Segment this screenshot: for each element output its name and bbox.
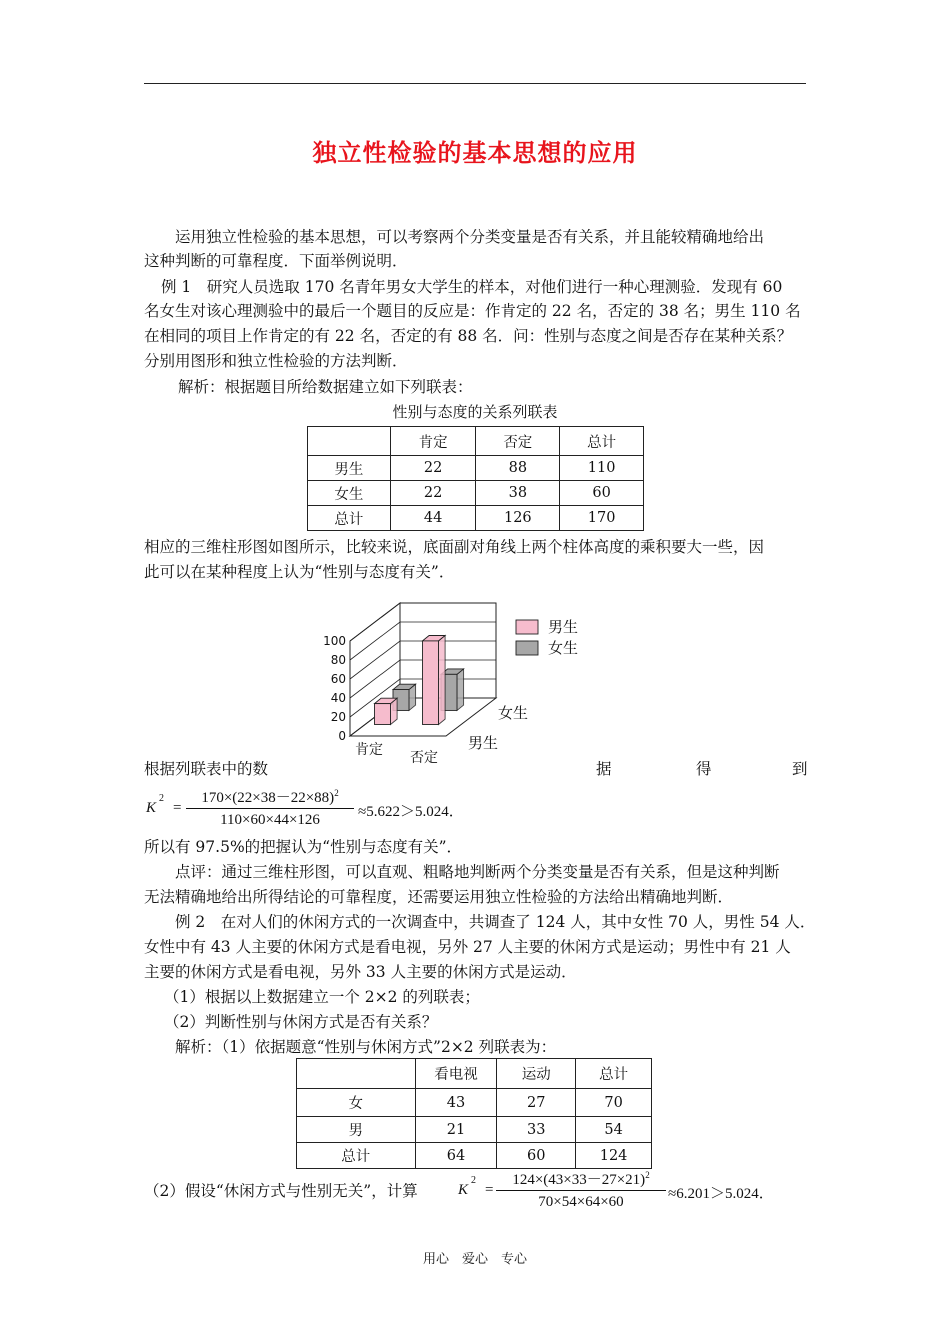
table-cell: 70 <box>576 1089 652 1117</box>
k2-result: ≈6.201＞5.024． <box>668 1186 774 1202</box>
table-header-cell: 看电视 <box>415 1059 497 1089</box>
y-tick-label: 40 <box>330 691 346 705</box>
example2-line-2: 女性中有 43 人主要的休闲方式是看电视，另外 27 人主要的休闲方式是运动；男性中有 21 人 <box>144 938 791 956</box>
calc-word: 据 <box>596 760 612 778</box>
x-category-label: 否定 <box>410 750 438 766</box>
equals-sign: = <box>173 800 182 816</box>
table-cell: 64 <box>415 1143 497 1169</box>
numerator-exponent: 2 <box>334 788 339 798</box>
legend-swatch <box>516 620 538 634</box>
k2-numerator <box>496 1168 666 1189</box>
calc-word: 到 <box>792 760 808 778</box>
table-header-cell: 肯定 <box>390 427 476 456</box>
equals-sign: = <box>485 1182 494 1198</box>
k2-formula-2 <box>458 1168 798 1216</box>
bar-female-1-side <box>457 669 464 711</box>
contingency-table-2 <box>296 1058 652 1169</box>
fraction-bar <box>186 808 354 809</box>
calc-intro-line <box>144 757 806 779</box>
example1-line-2: 名女生对该心理测验中的最后一个题目的反应是：作肯定的 22 名，否定的 38 名；男生 110 名 <box>144 302 801 320</box>
k2-numerator <box>186 786 354 807</box>
3d-bar-chart <box>320 596 600 776</box>
table1-caption: 性别与态度的关系列联表 <box>392 403 558 421</box>
fraction-bar <box>496 1190 666 1191</box>
table-header-cell <box>308 427 391 456</box>
table-cell: 33 <box>497 1117 576 1143</box>
table-cell: 21 <box>415 1117 497 1143</box>
intro-line-2: 这种判断的可靠程度．下面举例说明． <box>144 252 408 270</box>
table-cell: 总计 <box>297 1143 416 1169</box>
y-tick-label: 80 <box>330 653 346 667</box>
k2-symbol: K <box>458 1182 469 1198</box>
depth-label: 女生 <box>498 704 529 722</box>
example2-question-1: （1）根据以上数据建立一个 2×2 的列联表； <box>164 988 480 1006</box>
legend-swatch <box>516 641 538 655</box>
table-cell: 60 <box>560 481 644 506</box>
after-table1-line-1: 相应的三维柱形图如图所示，比较来说，底面副对角线上两个柱体高度的乘积要大一些，因 <box>144 538 765 556</box>
page-title: 独立性检验的基本思想的应用 <box>312 139 638 167</box>
table-cell: 总计 <box>308 506 391 531</box>
solution2-text: 解析：（1）依据题意“性别与休闲方式”2×2 列联表为： <box>175 1038 557 1056</box>
table-row <box>308 456 644 481</box>
y-tick-label: 60 <box>330 672 346 686</box>
calc-word: 根据列联表中的数 <box>144 760 269 778</box>
example2-question-2: （2）判断性别与休闲方式是否有关系？ <box>164 1013 438 1031</box>
bar-male-1-side <box>439 636 446 725</box>
legend-label: 女生 <box>548 639 579 657</box>
table-cell: 88 <box>476 456 560 481</box>
numerator-text: 124×(43×33－27×21) <box>512 1172 646 1188</box>
conclusion-1: 所以有 97.5%的把握认为“性别与态度有关”． <box>144 838 463 856</box>
y-tick-label: 0 <box>338 729 346 743</box>
comment-line-2: 无法精确地给出所得结论的可靠程度，还需要运用独立性检验的方法给出精确地判断． <box>144 888 734 906</box>
table-cell: 170 <box>560 506 644 531</box>
bar-male-0 <box>375 704 391 725</box>
numerator-text: 170×(22×38－22×88) <box>201 790 335 806</box>
table-cell: 126 <box>476 506 560 531</box>
table-cell: 女生 <box>308 481 391 506</box>
table-cell: 22 <box>390 481 476 506</box>
table-header-cell: 总计 <box>576 1059 652 1089</box>
part2-prefix: （2）假设“休闲方式与性别无关”，计算 <box>144 1182 418 1200</box>
page-footer: 用心 爱心 专心 <box>422 1252 527 1267</box>
k2-denominator: 110×60×44×126 <box>220 812 320 828</box>
k2-exponent: 2 <box>159 793 164 804</box>
calc-word: 得 <box>696 760 712 778</box>
intro-line-1: 运用独立性检验的基本思想，可以考察两个分类变量是否有关系，并且能较精确地给出 <box>175 228 765 246</box>
example1-line-1: 例 1 研究人员选取 170 名青年男女大学生的样本，对他们进行一种心理测验．发现有 60 <box>161 278 783 296</box>
k2-denominator: 70×54×64×60 <box>538 1194 624 1210</box>
k2-symbol: K <box>146 800 157 816</box>
table-cell: 男生 <box>308 456 391 481</box>
y-tick-label: 20 <box>330 710 346 724</box>
header-rule <box>144 83 806 84</box>
table-cell: 44 <box>390 506 476 531</box>
bar-male-1 <box>423 641 439 725</box>
table-cell: 43 <box>415 1089 497 1117</box>
k2-exponent: 2 <box>471 1175 476 1186</box>
x-category-label: 肯定 <box>355 742 383 758</box>
y-tick-label: 100 <box>323 634 346 648</box>
table-cell: 27 <box>497 1089 576 1117</box>
table-row <box>297 1117 652 1143</box>
numerator-exponent: 2 <box>645 1170 650 1180</box>
comment-line-1: 点评：通过三维柱形图，可以直观、粗略地判断两个分类变量是否有关系，但是这种判断 <box>175 863 780 881</box>
depth-label: 男生 <box>468 734 499 752</box>
table-row <box>308 506 644 531</box>
example2-line-3: 主要的休闲方式是看电视，另外 33 人主要的休闲方式是运动． <box>144 963 577 981</box>
table-header-cell <box>297 1059 416 1089</box>
table-cell: 男 <box>297 1117 416 1143</box>
table-header-cell: 总计 <box>560 427 644 456</box>
table-header-row <box>308 427 644 456</box>
table-cell: 110 <box>560 456 644 481</box>
table-cell: 60 <box>497 1143 576 1169</box>
solution1-text: 解析：根据题目所给数据建立如下列联表： <box>178 378 473 396</box>
table-row <box>297 1089 652 1117</box>
legend-label: 男生 <box>548 618 579 636</box>
table-cell: 38 <box>476 481 560 506</box>
table-cell: 124 <box>576 1143 652 1169</box>
k2-result: ≈5.622＞5.024． <box>358 804 464 820</box>
example1-line-4: 分别用图形和独立性检验的方法判断． <box>144 352 408 370</box>
contingency-table-1 <box>307 426 644 531</box>
k2-formula-1 <box>146 786 476 834</box>
table-row <box>297 1143 652 1169</box>
table-header-row <box>297 1059 652 1089</box>
after-table1-line-2: 此可以在某种程度上认为“性别与态度有关”． <box>144 563 455 581</box>
table-header-cell: 否定 <box>476 427 560 456</box>
example1-line-3: 在相同的项目上作肯定的有 22 名，否定的有 88 名．问：性别与态度之间是否存在某种关系？ <box>144 327 793 345</box>
table-cell: 女 <box>297 1089 416 1117</box>
table-cell: 22 <box>390 456 476 481</box>
table-row <box>308 481 644 506</box>
table-cell: 54 <box>576 1117 652 1143</box>
table-header-cell: 运动 <box>497 1059 576 1089</box>
example2-line-1: 例 2 在对人们的休闲方式的一次调查中，共调查了 124 人，其中女性 70 人，男性 54 人． <box>175 913 816 931</box>
